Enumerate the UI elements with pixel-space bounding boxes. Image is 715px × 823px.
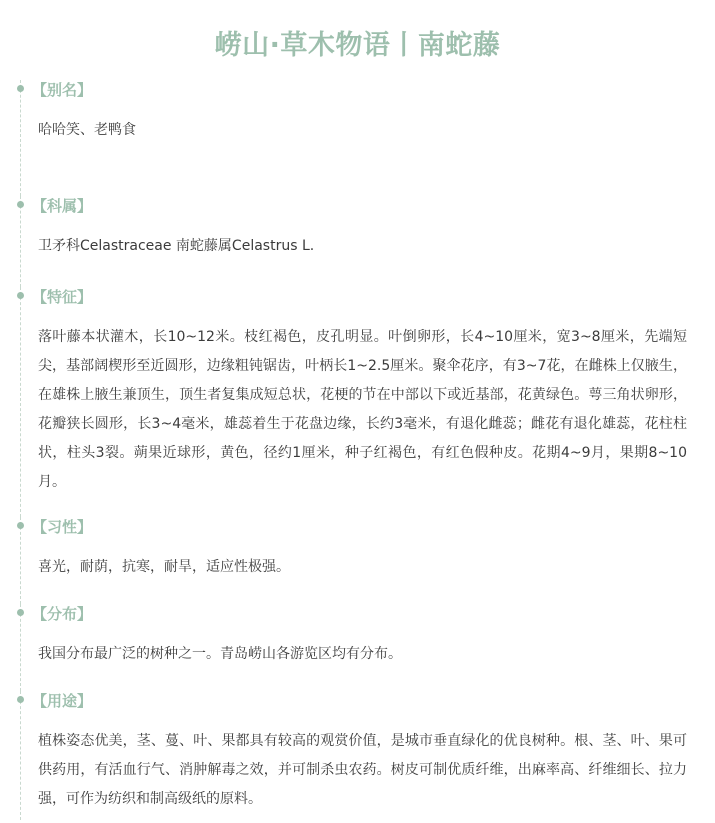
section-heading: 【别名】	[32, 81, 93, 99]
timeline-dot-icon	[17, 292, 24, 299]
section-heading: 【科属】	[32, 197, 93, 215]
section-text: 卫矛科Celastraceae 南蛇藤属Celastrus L.	[38, 238, 315, 254]
section-heading: 【分布】	[32, 605, 93, 623]
page-title: 崂山·草木物语丨南蛇藤	[214, 30, 501, 61]
section-distribution	[20, 604, 715, 691]
section-text: 哈哈笑、老鸭食	[38, 122, 136, 138]
timeline-dot-icon	[17, 696, 24, 703]
section-heading: 【用途】	[32, 692, 93, 710]
section-habits	[20, 517, 715, 604]
timeline-dot-icon	[17, 201, 24, 208]
section-text: 我国分布最广泛的树种之一。青岛崂山各游览区均有分布。	[38, 646, 402, 662]
section-text: 落叶藤本状灌木，长10~12米。枝红褐色，皮孔明显。叶倒卵形，长4~10厘米，宽3~8厘米，先端短尖，基部阔楔形至近圆形，边缘粗钝锯齿，叶柄长1~2.5厘米。聚伞花序，有3~7花，在雌株上仅腋生，在雄株上腋生兼顶生，顶生者复集成短总状，花梗的节在中部以下或近基部，花黄绿色。萼三角状卵形，花瓣狭长圆形，长3~4毫米，雄蕊着生于花盘边缘，长约3毫米，有退化雌蕊；雌花有退化雄蕊，花柱柱状，柱头3裂。蒴果近球形，黄色，径约1厘米，种子红褐色，有红色假种皮。花期4~9月，果期8~10月。	[38, 329, 687, 490]
timeline-dot-icon	[17, 609, 24, 616]
section-family	[20, 196, 715, 287]
section-text: 植株姿态优美，茎、蔓、叶、果都具有较高的观赏价值，是城市垂直绿化的优良树种。根、茎、叶、果可供药用，有活血行气、消肿解毒之效，并可制杀虫农药。树皮可制优质纤维，出麻率高、纤维细长、拉力强，可作为纺织和制高级纸的原料。	[38, 733, 687, 807]
section-text: 喜光，耐荫，抗寒，耐旱，适应性极强。	[38, 559, 290, 575]
section-features	[20, 287, 715, 517]
timeline-dot-icon	[17, 85, 24, 92]
section-heading: 【习性】	[32, 518, 93, 536]
section-uses	[20, 691, 715, 820]
section-alias	[20, 80, 715, 196]
section-timeline	[0, 80, 715, 820]
section-heading: 【特征】	[32, 288, 93, 306]
timeline-dot-icon	[17, 522, 24, 529]
